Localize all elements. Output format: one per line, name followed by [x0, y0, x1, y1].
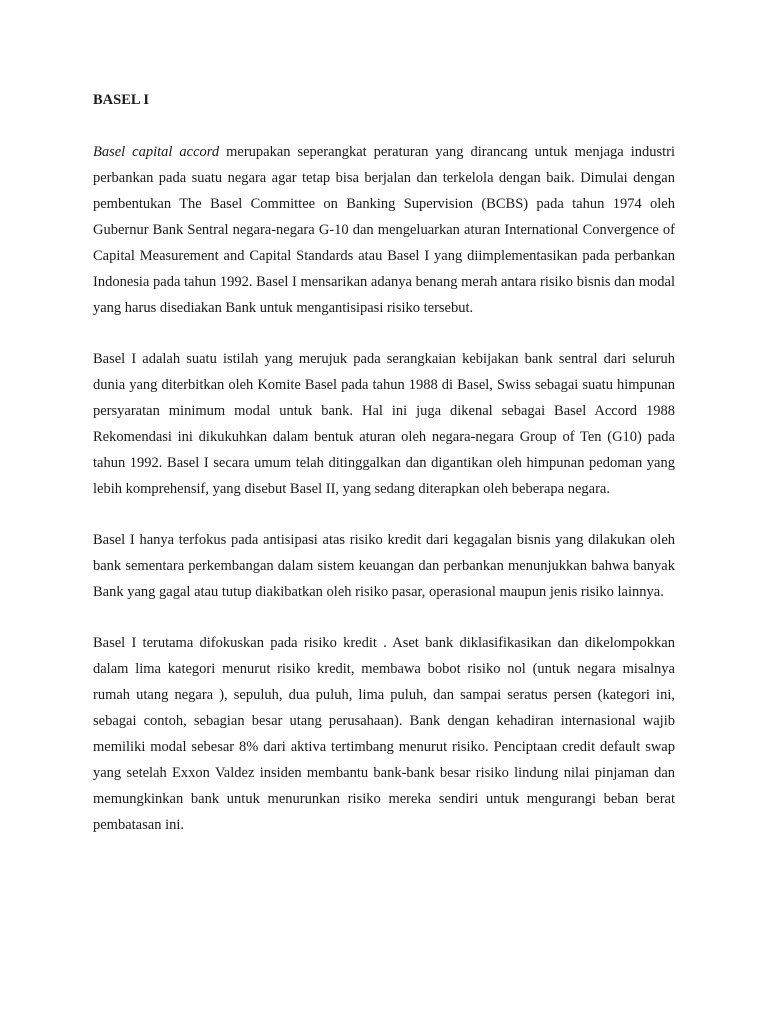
- paragraph-4-text: Basel I terutama difokuskan pada risiko kredit . Aset bank diklasifikasikan dan dikelompokkan dalam lima kategori menurut risiko kredit, membawa bobot risiko nol (untuk negara misalnya rumah utang negara ), sepuluh, dua puluh, lima puluh, dan sampai seratus persen (kategori ini, sebagai contoh, sebagian besar utang perusahaan). Bank dengan kehadiran internasional wajib memiliki modal sebesar 8% dari aktiva tertimbang menurut risiko. Penciptaan credit default swap yang setelah Exxon Valdez insiden membantu bank-bank besar risiko lindung nilai pinjaman dan memungkinkan bank untuk menurunkan risiko mereka sendiri untuk mengurangi beban berat pembatasan ini.: [93, 635, 675, 833]
- paragraph-1: [93, 139, 675, 321]
- document-body: [93, 87, 675, 838]
- paragraph-2-text: Basel I adalah suatu istilah yang merujuk pada serangkaian kebijakan bank sentral dari seluruh dunia yang diterbitkan oleh Komite Basel pada tahun 1988 di Basel, Swiss sebagai suatu himpunan persyaratan minimum modal untuk bank. Hal ini juga dikenal sebagai Basel Accord 1988 Rekomendasi ini dikukuhkan dalam bentuk aturan oleh negara-negara Group of Ten (G10) pada tahun 1992. Basel I secara umum telah ditinggalkan dan digantikan oleh himpunan pedoman yang lebih komprehensif, yang disebut Basel II, yang sedang diterapkan oleh beberapa negara.: [93, 351, 675, 497]
- document-heading: BASEL I: [93, 92, 150, 108]
- paragraph-1-italic-lead: Basel capital accord: [93, 144, 220, 160]
- paragraph-4: [93, 630, 675, 838]
- paragraph-3: [93, 527, 675, 605]
- paragraph-1-text: merupakan seperangkat peraturan yang dirancang untuk menjaga industri perbankan pada suatu negara agar tetap bisa berjalan dan terkelola dengan baik. Dimulai dengan pembentukan The Basel Committee on Banking Supervision (BCBS) pada tahun 1974 oleh Gubernur Bank Sentral negara-negara G-10 dan mengeluarkan aturan International Convergence of Capital Measurement and Capital Standards atau Basel I yang diimplementasikan pada perbankan Indonesia pada tahun 1992. Basel I mensarikan adanya benang merah antara risiko bisnis dan modal yang harus disediakan Bank untuk mengantisipasi risiko tersebut.: [93, 144, 676, 316]
- paragraph-3-text: Basel I hanya terfokus pada antisipasi atas risiko kredit dari kegagalan bisnis yang dilakukan oleh bank sementara perkembangan dalam sistem keuangan dan perbankan menunjukkan bahwa banyak Bank yang gagal atau tutup diakibatkan oleh risiko pasar, operasional maupun jenis risiko lainnya.: [93, 532, 675, 600]
- paragraph-2: [93, 346, 675, 502]
